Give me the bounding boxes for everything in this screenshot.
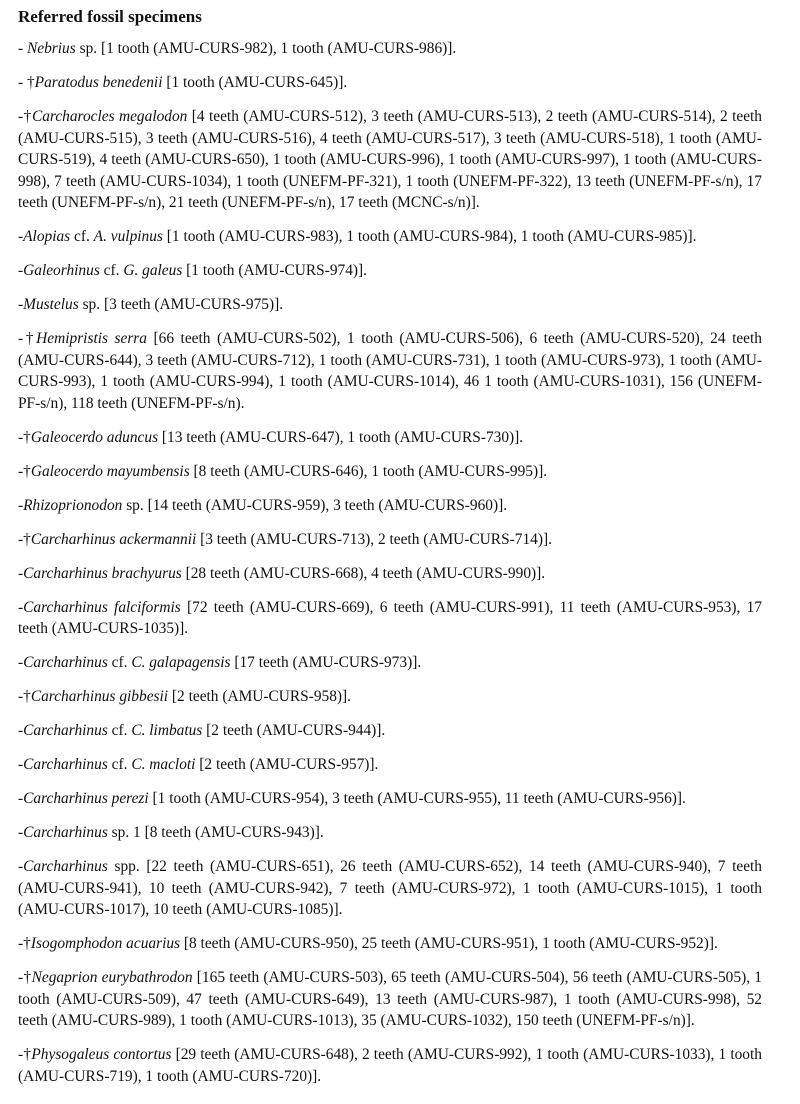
entry-prefix: -† — [18, 428, 31, 446]
taxon-name: Negaprion eurybathrodon — [31, 969, 193, 986]
taxon-name: Carcharhinus — [23, 756, 108, 773]
taxon-qualifier: cf. — [107, 654, 132, 671]
entry-prefix: - — [18, 790, 24, 807]
specimen-entry — [18, 822, 762, 844]
specimen-list — [18, 38, 762, 1087]
entry-prefix: - — [18, 496, 24, 514]
specimen-details: [1 tooth (AMU-CURS-974)]. — [182, 262, 368, 279]
specimen-entry — [18, 652, 762, 674]
taxon-name: Carcharhinus — [23, 824, 108, 841]
taxon-name: Galeocerdo mayumbensis — [30, 462, 190, 480]
entry-prefix: -† — [18, 530, 31, 548]
taxon-name: Physogaleus contortus — [31, 1046, 172, 1063]
specimen-entry — [18, 856, 762, 921]
specimen-entry — [18, 328, 762, 414]
specimen-details: [28 teeth (AMU-CURS-668), 4 teeth (AMU-CURS-990)]. — [181, 564, 546, 582]
taxon-name: Carcharhinus perezi — [23, 790, 149, 807]
specimen-entry — [18, 597, 762, 640]
entry-prefix: -† — [18, 969, 32, 986]
entry-prefix: - — [18, 296, 24, 313]
taxon-name: Nebrius — [26, 40, 76, 57]
entry-prefix: -† — [18, 935, 31, 952]
taxon-name: Galeorhinus — [23, 262, 100, 279]
specimen-entry — [18, 495, 762, 517]
taxon-qualifier: cf. — [107, 756, 132, 773]
taxon-name: Hemipristis serra — [36, 330, 147, 347]
entry-prefix: - — [18, 756, 24, 773]
taxon-name: Carcharhinus — [23, 858, 108, 875]
specimen-entry — [18, 294, 762, 316]
specimen-entry — [18, 38, 762, 60]
specimen-entry — [18, 1044, 762, 1087]
entry-prefix: -† — [18, 688, 31, 705]
specimen-details: [165 teeth (AMU-CURS-503), 65 teeth (AMU-CURS-504), 56 teeth (AMU-CURS-505), 1 tooth (AMU-CURS-509), 47 teeth (AMU-CURS-649), 13 teeth (AMU-CURS-987), 1 tooth (AMU-CURS-998), 52 teeth (AMU-CURS-989), 1 tooth (AMU-CURS-1013), 35 (AMU-CURS-1032), 150 teeth (UNEFM-PF-s/n)]. — [18, 969, 762, 1029]
taxon-name: Carcharhinus ackermannii — [30, 530, 197, 548]
specimen-details: [8 teeth (AMU-CURS-943)]. — [140, 824, 324, 841]
taxon-qualifier: cf. — [99, 262, 124, 279]
specimen-entry — [18, 788, 762, 810]
specimen-details: [2 teeth (AMU-CURS-958)]. — [168, 688, 352, 705]
section-heading: Referred fossil specimens — [18, 7, 202, 26]
taxon-name: Carcharhinus — [23, 722, 108, 739]
taxon-qualifier: sp. — [78, 296, 101, 313]
taxon-name: C. limbatus — [131, 722, 203, 739]
specimen-details: [3 teeth (AMU-CURS-975)]. — [100, 296, 284, 313]
specimen-details: [8 teeth (AMU-CURS-950), 25 teeth (AMU-CURS-951), 1 tooth (AMU-CURS-952)]. — [180, 935, 718, 952]
specimen-entry — [18, 933, 762, 955]
specimen-entry — [18, 427, 762, 449]
specimen-details: [14 teeth (AMU-CURS-959), 3 teeth (AMU-CURS-960)]. — [143, 496, 508, 514]
taxon-qualifier: cf. — [107, 722, 132, 739]
specimen-details: [2 teeth (AMU-CURS-944)]. — [202, 722, 386, 739]
specimen-details: [17 teeth (AMU-CURS-973)]. — [230, 654, 422, 671]
specimen-entry — [18, 563, 762, 585]
entry-prefix: - — [18, 824, 24, 841]
taxon-name: Mustelus — [23, 296, 79, 313]
specimen-entry — [18, 529, 762, 551]
specimen-entry — [18, 260, 762, 282]
specimen-details: [22 teeth (AMU-CURS-651), 26 teeth (AMU-CURS-652), 14 teeth (AMU-CURS-940), 7 teeth (AMU-CURS-941), 10 teeth (AMU-CURS-942), 7 teeth (AMU-CURS-972), 1 tooth (AMU-CURS-1015), 1 tooth (AMU-CURS-1017), 10 teeth (AMU-CURS-1085)]. — [18, 858, 762, 918]
taxon-name: A. vulpinus — [93, 228, 163, 245]
taxon-name: C. galapagensis — [131, 654, 231, 671]
taxon-name: C. macloti — [131, 756, 196, 773]
specimen-details: [72 teeth (AMU-CURS-669), 6 teeth (AMU-CURS-991), 11 teeth (AMU-CURS-953), 17 teeth (AMU-CURS-1035)]. — [18, 598, 762, 637]
taxon-name: Rhizoprionodon — [23, 496, 123, 514]
specimen-details: [1 tooth (AMU-CURS-645)]. — [162, 74, 348, 91]
specimen-details: [4 teeth (AMU-CURS-512), 3 teeth (AMU-CURS-513), 2 teeth (AMU-CURS-514), 2 teeth (AMU-CURS-515), 3 teeth (AMU-CURS-516), 4 teeth (AMU-CURS-517), 3 teeth (AMU-CURS-518), 1 tooth (AMU-CURS-519), 4 teeth (AMU-CURS-650), 1 tooth (AMU-CURS-996), 1 tooth (AMU-CURS-997), 1 tooth (AMU-CURS-998), 7 teeth (AMU-CURS-1034), 1 tooth (UNEFM-PF-321), 1 tooth (UNEFM-PF-322), 13 teeth (UNEFM-PF-s/n), 17 teeth (UNEFM-PF-s/n), 21 teeth (UNEFM-PF-s/n), 17 teeth (MCNC-s/n)]. — [18, 108, 762, 211]
entry-prefix: - — [18, 858, 24, 875]
specimen-entry — [18, 720, 762, 742]
specimen-details: [3 teeth (AMU-CURS-713), 2 teeth (AMU-CURS-714)]. — [196, 530, 552, 548]
specimen-details: [1 tooth (AMU-CURS-982), 1 tooth (AMU-CURS-986)]. — [97, 40, 457, 57]
taxon-name: G. galeus — [123, 262, 183, 279]
entry-prefix: - † — [18, 74, 35, 91]
entry-prefix: - — [18, 228, 24, 245]
specimen-details: [66 teeth (AMU-CURS-502), 1 tooth (AMU-CURS-506), 6 teeth (AMU-CURS-520), 24 teeth (AMU-CURS-644), 3 teeth (AMU-CURS-712), 1 tooth (AMU-CURS-731), 1 tooth (AMU-CURS-973), 1 tooth (AMU-CURS-993), 1 tooth (AMU-CURS-994), 1 tooth (AMU-CURS-1014), 46 1 tooth (AMU-CURS-1031), 156 (UNEFM-PF-s/n), 118 teeth (UNEFM-PF-s/n). — [18, 330, 762, 412]
specimen-details: [29 teeth (AMU-CURS-648), 2 teeth (AMU-CURS-992), 1 tooth (AMU-CURS-1033), 1 tooth (AMU-CURS-719), 1 tooth (AMU-CURS-720)]. — [18, 1046, 762, 1085]
specimen-details: [1 tooth (AMU-CURS-983), 1 tooth (AMU-CURS-984), 1 tooth (AMU-CURS-985)]. — [162, 228, 697, 245]
taxon-qualifier: cf. — [70, 228, 94, 245]
entry-prefix: - — [18, 40, 27, 57]
specimen-details: [13 teeth (AMU-CURS-647), 1 tooth (AMU-CURS-730)]. — [158, 428, 524, 446]
entry-prefix: - — [18, 722, 24, 739]
taxon-name: Carcharocles megalodon — [31, 108, 188, 125]
taxon-name: Carcharhinus falciformis — [23, 598, 181, 616]
specimen-details: [2 teeth (AMU-CURS-957)]. — [195, 756, 379, 773]
taxon-name: Carcharhinus brachyurus — [23, 564, 182, 582]
taxon-name: Alopias — [23, 228, 71, 245]
taxon-qualifier: sp. — [122, 496, 144, 514]
specimen-entry — [18, 967, 762, 1032]
taxon-qualifier: sp. 1 — [107, 824, 141, 841]
specimen-details: [1 tooth (AMU-CURS-954), 3 teeth (AMU-CURS-955), 11 teeth (AMU-CURS-956)]. — [148, 790, 686, 807]
taxon-name: Carcharhinus — [23, 654, 108, 671]
taxon-qualifier: sp. — [75, 40, 98, 57]
entry-prefix: - — [18, 598, 24, 616]
specimen-details: [8 teeth (AMU-CURS-646), 1 tooth (AMU-CURS-995)]. — [189, 462, 548, 480]
entry-prefix: -† — [18, 330, 37, 347]
specimen-entry — [18, 226, 762, 248]
entry-prefix: -† — [18, 462, 31, 480]
taxon-name: Paratodus benedenii — [34, 74, 163, 91]
specimen-entry — [18, 106, 762, 214]
taxon-name: Galeocerdo aduncus — [30, 428, 159, 446]
entry-prefix: - — [18, 654, 24, 671]
specimen-entry — [18, 461, 762, 483]
taxon-qualifier: spp. — [107, 858, 140, 875]
taxon-name: Carcharhinus gibbesii — [30, 688, 169, 705]
specimen-entry — [18, 686, 762, 708]
entry-prefix: - — [18, 564, 24, 582]
entry-prefix: -† — [18, 108, 32, 125]
entry-prefix: - — [18, 262, 24, 279]
specimen-entry — [18, 754, 762, 776]
taxon-name: Isogomphodon acuarius — [30, 935, 181, 952]
specimen-entry — [18, 72, 762, 94]
entry-prefix: -† — [18, 1046, 32, 1063]
